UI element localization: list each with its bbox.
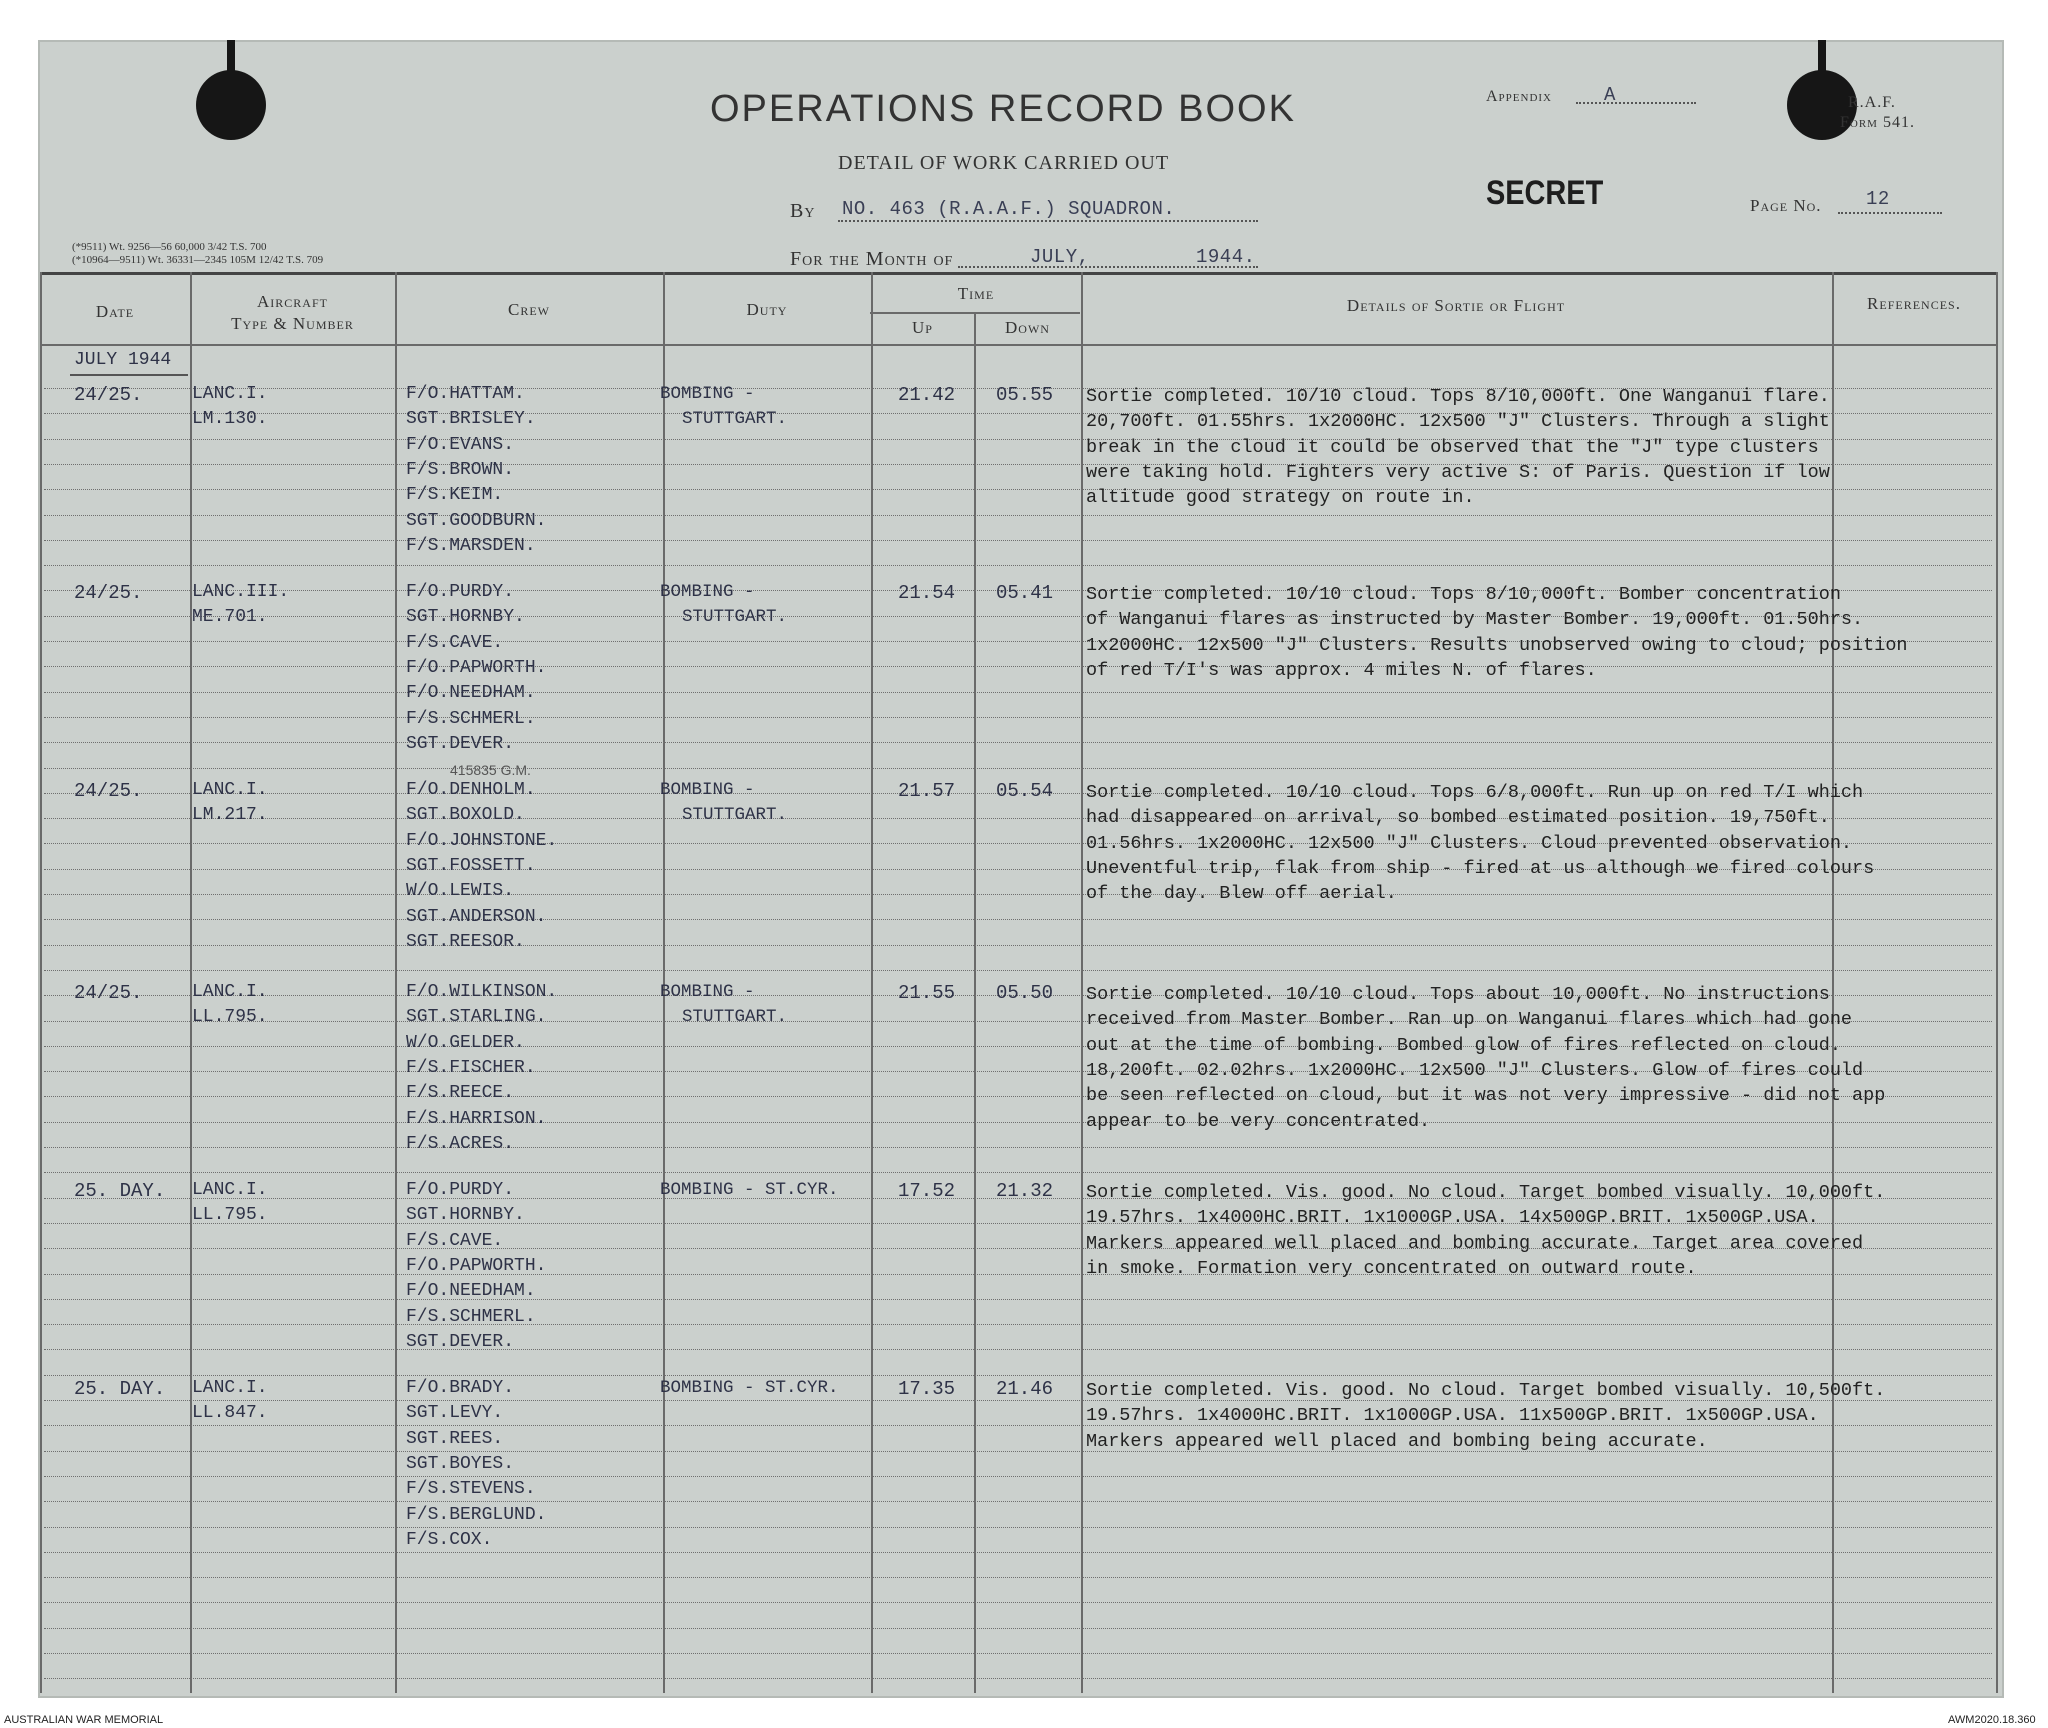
ruled-line: [44, 768, 1992, 769]
entry-duty: BOMBING -: [660, 780, 755, 800]
entry-date: 24/25.: [74, 780, 143, 802]
sortie-detail-line: break in the cloud it could be observed that the "J" type clusters: [1086, 436, 1819, 458]
entry-time-down: 05.54: [996, 780, 1054, 802]
table-top-rule: [40, 272, 1996, 275]
crew-member: SGT.HORNBY.: [406, 607, 525, 628]
print-code: [72, 241, 323, 267]
entry-time-up: 21.54: [898, 582, 956, 604]
crew-member: F/S.ACRES.: [406, 1133, 515, 1154]
crew-member: SGT.STARLING.: [406, 1007, 547, 1028]
crew-member: SGT.FOSSETT.: [406, 855, 536, 876]
entry-duty: STUTTGART.: [682, 607, 788, 628]
entry-date: 25. DAY.: [74, 1180, 166, 1202]
entry-aircraft: LANC.I.: [192, 1180, 268, 1200]
entry-duty: BOMBING - ST.CYR.: [660, 1378, 839, 1398]
crew-member: F/S.BROWN.: [406, 459, 515, 480]
entry-aircraft: LL.795.: [192, 1205, 268, 1226]
crew-member: F/S.STEVENS.: [406, 1479, 536, 1500]
column-rule: [1081, 272, 1083, 1693]
sortie-detail-line: Sortie completed. 10/10 cloud. Tops 8/10,000ft. One Wanganui flare.: [1086, 386, 1830, 407]
sortie-detail-line: Uneventful trip, flak from ship - fired at us although we fired colours: [1086, 857, 1875, 879]
entry-time-up: 21.42: [898, 384, 956, 406]
ruled-line: [44, 1299, 1992, 1300]
sortie-detail-line: 20,700ft. 01.55hrs. 1x2000HC. 12x500 "J" Clusters. Through a slight: [1086, 411, 1830, 433]
ruled-line: [44, 1501, 1992, 1502]
column-rule: [395, 272, 397, 1693]
col-header-down: Down: [1005, 318, 1050, 337]
entry-aircraft: LM.217.: [192, 805, 268, 826]
sortie-detail-line: 18,200ft. 02.02hrs. 1x2000HC. 12x500 "J" Clusters. Glow of fires could: [1086, 1059, 1864, 1081]
ruled-line: [44, 1678, 1992, 1679]
appendix-label: Appendix: [1486, 88, 1553, 105]
crew-member: SGT.LEVY.: [406, 1403, 504, 1424]
ruled-line: [44, 1602, 1992, 1603]
column-rule: [974, 312, 976, 1693]
ruled-line: [44, 1628, 1992, 1629]
crew-member: F/S.SCHMERL.: [406, 708, 536, 729]
month-label: For the Month of: [790, 248, 954, 270]
crew-member: SGT.REES.: [406, 1428, 504, 1449]
entry-time-up: 17.52: [898, 1180, 956, 1202]
crew-member: F/O.PAPWORTH.: [406, 1255, 547, 1276]
entry-aircraft: LANC.I.: [192, 1378, 268, 1398]
sortie-detail-line: 01.56hrs. 1x2000HC. 12x500 "J" Clusters. Cloud prevented observation.: [1086, 832, 1853, 854]
ruled-line: [44, 1653, 1992, 1654]
ruled-line: [44, 1147, 1992, 1148]
crew-member: SGT.DEVER.: [406, 733, 515, 754]
entry-duty: BOMBING -: [660, 982, 755, 1002]
entry-duty: STUTTGART.: [682, 409, 788, 430]
entry-date: 24/25.: [74, 982, 143, 1004]
entry-duty: BOMBING -: [660, 384, 755, 404]
crew-member: F/O.WILKINSON.: [406, 982, 558, 1002]
col-header-date: Date: [95, 302, 135, 321]
crew-member: F/S.BERGLUND.: [406, 1504, 547, 1525]
sortie-detail-line: received from Master Bomber. Ran up on Wanganui flares which had gone: [1086, 1009, 1853, 1031]
col-header-references: References.: [1867, 294, 1961, 313]
ruled-line: [44, 692, 1992, 693]
crew-member: SGT.REESOR.: [406, 931, 525, 952]
ruled-line: [44, 919, 1992, 920]
crew-member: SGT.GOODBURN.: [406, 510, 547, 531]
ruled-line: [44, 1349, 1992, 1350]
sortie-detail-line: Sortie completed. 10/10 cloud. Tops about 10,000ft. No instructions: [1086, 984, 1830, 1005]
entry-aircraft: LANC.I.: [192, 780, 268, 800]
crew-annotation: 415835 G.M.: [450, 762, 531, 778]
ruled-line: [44, 540, 1992, 541]
form-line-2: Form 541.: [1840, 114, 1915, 131]
sortie-detail-line: Markers appeared well placed and bombing accurate. Target area covered: [1086, 1232, 1864, 1254]
entry-time-up: 17.35: [898, 1378, 956, 1400]
punch-slot-right: [1818, 40, 1826, 90]
appendix-value: A: [1604, 84, 1616, 106]
column-rule: [871, 272, 873, 1693]
crew-member: F/S.SCHMERL.: [406, 1306, 536, 1327]
entry-aircraft: LL.795.: [192, 1007, 268, 1028]
month-heading: JULY 1944: [74, 350, 172, 370]
squadron-value: NO. 463 (R.A.A.F.) SQUADRON.: [842, 198, 1176, 220]
crew-member: F/O.PAPWORTH.: [406, 657, 547, 678]
entry-time-up: 21.55: [898, 982, 956, 1004]
entry-date: 25. DAY.: [74, 1378, 166, 1400]
crew-member: F/O.EVANS.: [406, 434, 515, 455]
entry-duty: STUTTGART.: [682, 1007, 788, 1028]
page-number-dotline: [1838, 212, 1942, 214]
col-header-crew: Crew: [508, 300, 550, 319]
by-label: By: [790, 200, 816, 222]
ruled-line: [44, 1552, 1992, 1553]
crew-member: SGT.BOYES.: [406, 1453, 515, 1474]
secret-stamp: SECRET: [1486, 174, 1604, 212]
crew-member: F/S.HARRISON.: [406, 1108, 547, 1129]
entry-aircraft: LL.847.: [192, 1403, 268, 1424]
ruled-line: [44, 742, 1992, 743]
crew-member: F/O.NEEDHAM.: [406, 683, 536, 704]
crew-member: F/O.HATTAM.: [406, 384, 525, 404]
entry-duty: BOMBING -: [660, 582, 755, 602]
col-header-time: Time: [957, 284, 995, 303]
entry-date: 24/25.: [74, 582, 143, 604]
page-number-value: 12: [1866, 188, 1890, 210]
sortie-detail-line: Sortie completed. 10/10 cloud. Tops 6/8,000ft. Run up on red T/I which: [1086, 782, 1864, 803]
sortie-detail-line: 19.57hrs. 1x4000HC.BRIT. 1x1000GP.USA. 14x500GP.BRIT. 1x500GP.USA.: [1086, 1207, 1819, 1229]
ruled-line: [44, 970, 1992, 971]
ruled-line: [44, 717, 1992, 718]
entry-time-down: 21.32: [996, 1180, 1054, 1202]
crew-member: SGT.BOXOLD.: [406, 805, 525, 826]
ruled-line: [44, 945, 1992, 946]
crew-member: W/O.GELDER.: [406, 1032, 525, 1053]
crew-member: SGT.HORNBY.: [406, 1205, 525, 1226]
page-subtitle: DETAIL OF WORK CARRIED OUT: [838, 152, 1170, 174]
ruled-line: [44, 1324, 1992, 1325]
crew-member: F/S.CAVE.: [406, 632, 504, 653]
sortie-detail-line: out at the time of bombing. Bombed glow of fires reflected on cloud.: [1086, 1034, 1841, 1056]
ruled-line: [44, 1527, 1992, 1528]
ruled-line: [44, 565, 1992, 566]
entry-time-down: 05.55: [996, 384, 1054, 406]
sortie-detail-line: of red T/I's was approx. 4 miles N. of flares.: [1086, 659, 1597, 681]
sortie-detail-line: had disappeared on arrival, so bombed estimated position. 19,750ft.: [1086, 807, 1830, 829]
crew-member: F/O.BRADY.: [406, 1378, 515, 1398]
form-line-1: R.A.F.: [1848, 94, 1896, 111]
ruled-line: [44, 1274, 1992, 1275]
crew-member: F/S.MARSDEN.: [406, 535, 536, 556]
year-value: 1944.: [1196, 246, 1256, 268]
ruled-line: [44, 1476, 1992, 1477]
appendix-dotline: [1576, 102, 1696, 104]
crew-member: F/S.COX.: [406, 1529, 493, 1550]
entry-date: 24/25.: [74, 384, 143, 406]
crew-member: F/O.NEEDHAM.: [406, 1281, 536, 1302]
column-rule: [1996, 272, 1998, 1693]
sortie-detail-line: of the day. Blew off aerial.: [1086, 883, 1397, 905]
page-number-label: Page No.: [1750, 196, 1822, 215]
month-value: JULY,: [1030, 246, 1090, 268]
crew-member: F/S.KEIM.: [406, 485, 504, 506]
sortie-detail-line: 1x2000HC. 12x500 "J" Clusters. Results unobserved owing to cloud; position: [1086, 634, 1908, 656]
sortie-detail-line: Markers appeared well placed and bombing being accurate.: [1086, 1430, 1708, 1452]
ruled-line: [44, 515, 1992, 516]
col-header-aircraft: Aircraft: [257, 292, 328, 311]
print-code-line-1: (*9511) Wt. 9256—56 60,000 3/42 T.S. 700: [72, 241, 267, 253]
entry-duty: STUTTGART.: [682, 805, 788, 826]
crew-member: SGT.DEVER.: [406, 1331, 515, 1352]
ruled-line: [44, 1375, 1992, 1376]
ruled-line: [44, 1122, 1992, 1123]
sortie-detail-line: of Wanganui flares as instructed by Master Bomber. 19,000ft. 01.50hrs.: [1086, 609, 1864, 631]
ruled-line: [44, 666, 1992, 667]
crew-member: F/O.PURDY.: [406, 1180, 515, 1200]
sortie-detail-line: 19.57hrs. 1x4000HC.BRIT. 1x1000GP.USA. 11x500GP.BRIT. 1x500GP.USA.: [1086, 1405, 1819, 1427]
col-header-aircraft-type: Type & Number: [231, 314, 354, 333]
sortie-detail-line: Sortie completed. Vis. good. No cloud. Target bombed visually. 10,000ft.: [1086, 1182, 1886, 1203]
footer-credit: AUSTRALIAN WAR MEMORIAL: [4, 1714, 164, 1726]
entry-time-down: 21.46: [996, 1378, 1054, 1400]
ruled-line: [44, 1172, 1992, 1173]
month-heading-underline: [70, 374, 188, 376]
crew-member: F/S.REECE.: [406, 1083, 515, 1104]
col-header-details: Details of Sortie or Flight: [1346, 296, 1566, 315]
crew-member: SGT.BRISLEY.: [406, 409, 536, 430]
crew-member: F/O.PURDY.: [406, 582, 515, 602]
punch-slot-left: [227, 40, 235, 90]
sortie-detail-line: in smoke. Formation very concentrated on outward route.: [1086, 1257, 1697, 1279]
crew-member: F/S.CAVE.: [406, 1230, 504, 1251]
entry-aircraft: LANC.III.: [192, 582, 290, 602]
ruled-line: [44, 1577, 1992, 1578]
ruled-line: [44, 489, 1992, 490]
column-rule: [40, 272, 42, 1693]
crew-member: F/S.FISCHER.: [406, 1057, 536, 1078]
entry-time-up: 21.57: [898, 780, 956, 802]
col-header-up: Up: [912, 318, 933, 337]
table-header-rule: [40, 344, 1996, 346]
column-rule: [1832, 272, 1834, 1693]
sortie-detail-line: altitude good strategy on route in.: [1086, 487, 1475, 509]
entry-time-down: 05.41: [996, 582, 1054, 604]
entry-aircraft: LM.130.: [192, 409, 268, 430]
crew-member: F/O.JOHNSTONE.: [406, 830, 558, 851]
sortie-detail-line: appear to be very concentrated.: [1086, 1110, 1431, 1132]
entry-time-down: 05.50: [996, 982, 1054, 1004]
col-header-duty: Duty: [746, 300, 788, 319]
entry-aircraft: LANC.I.: [192, 982, 268, 1002]
print-code-line-2: (*10964—9511) Wt. 36331—2345 105M 12/42 T.S. 709: [72, 254, 324, 266]
entry-aircraft: LANC.I.: [192, 384, 268, 404]
sortie-detail-line: Sortie completed. 10/10 cloud. Tops 8/10,000ft. Bomber concentration: [1086, 584, 1841, 605]
page-title: OPERATIONS RECORD BOOK: [710, 88, 1296, 130]
footer-accession: AWM2020.18.360: [1948, 1714, 2036, 1726]
crew-member: F/O.DENHOLM.: [406, 780, 536, 800]
month-dotline: [958, 266, 1258, 268]
sortie-detail-line: be seen reflected on cloud, but it was not very impressive - did not app: [1086, 1085, 1886, 1107]
crew-member: W/O.LEWIS.: [406, 881, 515, 902]
squadron-dotline: [838, 220, 1258, 222]
entry-aircraft: ME.701.: [192, 607, 268, 628]
sortie-detail-line: Sortie completed. Vis. good. No cloud. Target bombed visually. 10,500ft.: [1086, 1380, 1886, 1401]
crew-member: SGT.ANDERSON.: [406, 906, 547, 927]
sortie-detail-line: were taking hold. Fighters very active S: of Paris. Question if low: [1086, 461, 1830, 483]
ruled-line: [44, 894, 1992, 895]
entry-duty: BOMBING - ST.CYR.: [660, 1180, 839, 1200]
